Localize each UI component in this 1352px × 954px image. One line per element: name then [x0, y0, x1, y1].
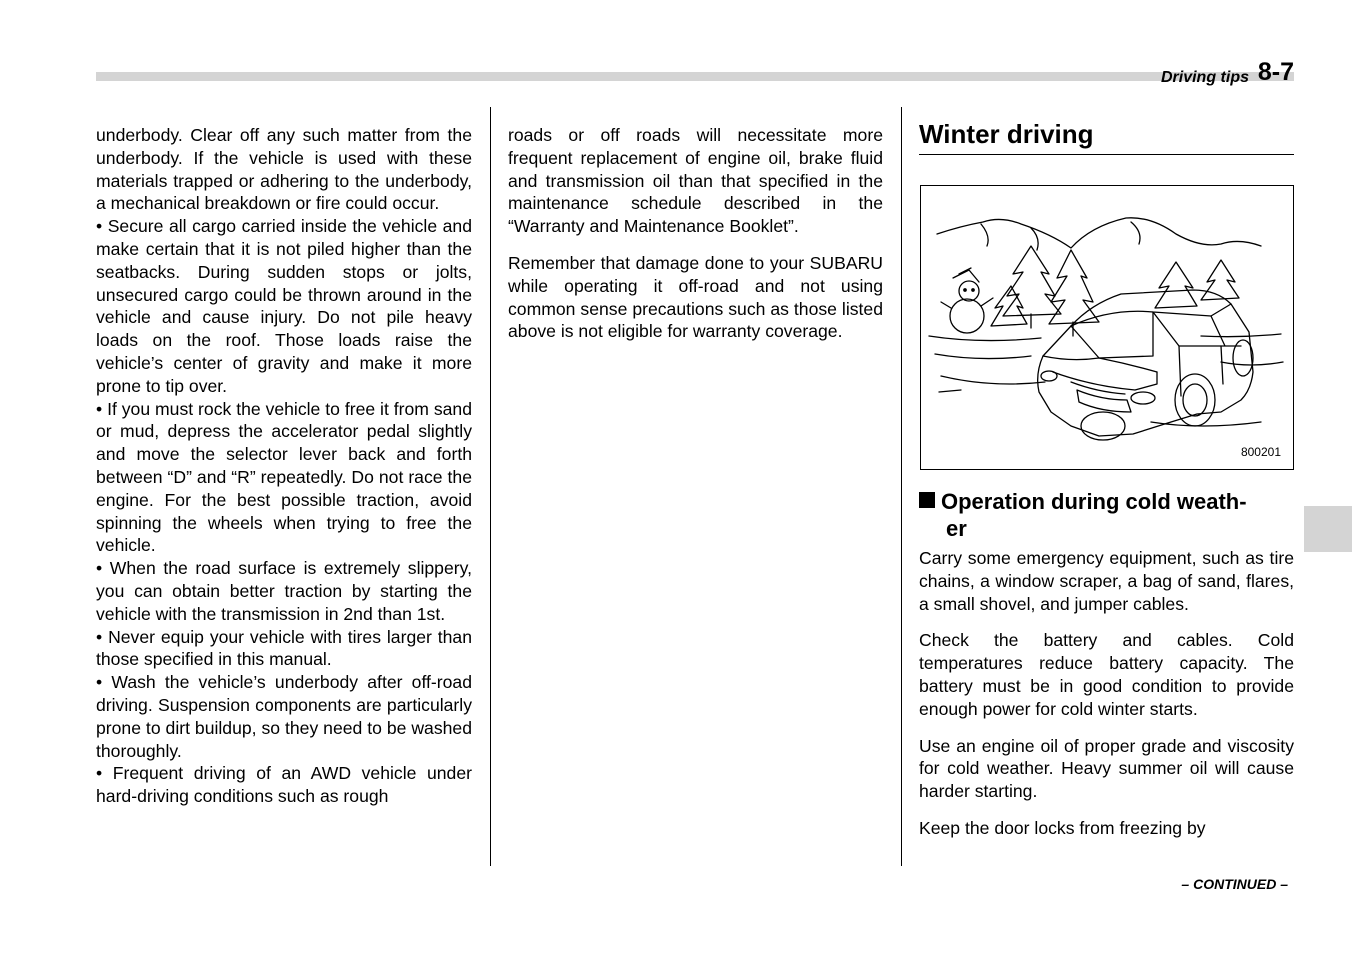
subheading: [919, 488, 1294, 542]
column-1: [96, 124, 472, 808]
bullet-item: • Frequent driving of an AWD vehicle under hard-driving conditions such as rough: [96, 762, 472, 808]
subheading-line-1: Operation during cold weath-: [941, 489, 1247, 514]
bullet-item: • Secure all cargo carried inside the vehicle and make certain that it is not piled higher than the seatbacks. During sudden stops or jolts, unsecured cargo could be thrown around in the vehicle and cause injury. Do not pile heavy loads on the roof. Those loads raise the vehicle’s center of gravity and make it more prone to tip over.: [96, 215, 472, 397]
header-bar: [96, 72, 1294, 81]
continued-label: – CONTINUED –: [1181, 876, 1288, 892]
paragraph: Check the battery and cables. Cold temperatures reduce battery capacity. The battery must be in good condition to provide enough power for cold winter starts.: [919, 630, 1294, 719]
subheading-line-2: er: [946, 516, 967, 541]
black-square-icon: [919, 492, 935, 508]
paragraph: underbody. Clear off any such matter from the underbody. If the vehicle is used with these materials trapped or adhering to the underbody, a mechanical breakdown or fire could occur.: [96, 125, 472, 214]
paragraph: Keep the door locks from freezing by: [919, 817, 1206, 838]
page-number: 8-7: [1257, 58, 1294, 86]
paragraph: Use an engine oil of proper grade and viscosity for cold weather. Heavy summer oil will cause harder starting.: [919, 735, 1294, 802]
figure-code: 800201: [1240, 445, 1281, 459]
winter-driving-illustration: [920, 185, 1294, 470]
paragraph: Carry some emergency equipment, such as tire chains, a window scraper, a bag of sand, flares, a small shovel, and jumper cables.: [919, 548, 1294, 614]
bullet-item: • If you must rock the vehicle to free it from sand or mud, depress the accelerator pedal slightly and move the selector lever back and forth between “D” and “R” repeatedly. Do not race the engine. For the best possible traction, avoid spinning the wheels when trying to free the vehicle.: [96, 398, 472, 558]
column-3-body: [919, 547, 1294, 840]
section-title: Winter driving: [919, 119, 1294, 155]
column-divider: [490, 107, 491, 866]
chapter-tab: [1304, 506, 1352, 552]
paragraph: Remember that damage done to your SUBARU while operating it off-road and not using common sense precautions such as those listed above is not eligible for warranty coverage.: [508, 252, 883, 342]
paragraph: roads or off roads will necessitate more frequent replacement of engine oil, brake fluid and transmission oil than that specified in the maintenance schedule described in the “Warranty and Maintenance Booklet”.: [508, 125, 883, 237]
running-header-section: Driving tips: [1160, 69, 1249, 86]
car-in-snow-icon: [921, 186, 1293, 469]
column-2: [508, 124, 883, 343]
column-divider: [901, 107, 902, 866]
bullet-item: • Wash the vehicle’s underbody after off-road driving. Suspension components are particularly prone to dirt buildup, so they need to be washed thoroughly.: [96, 671, 472, 762]
bullet-item: • Never equip your vehicle with tires larger than those specified in this manual.: [96, 626, 472, 672]
bullet-item: • When the road surface is extremely slippery, you can obtain better traction by starting the vehicle with the transmission in 2nd than 1st.: [96, 557, 472, 625]
